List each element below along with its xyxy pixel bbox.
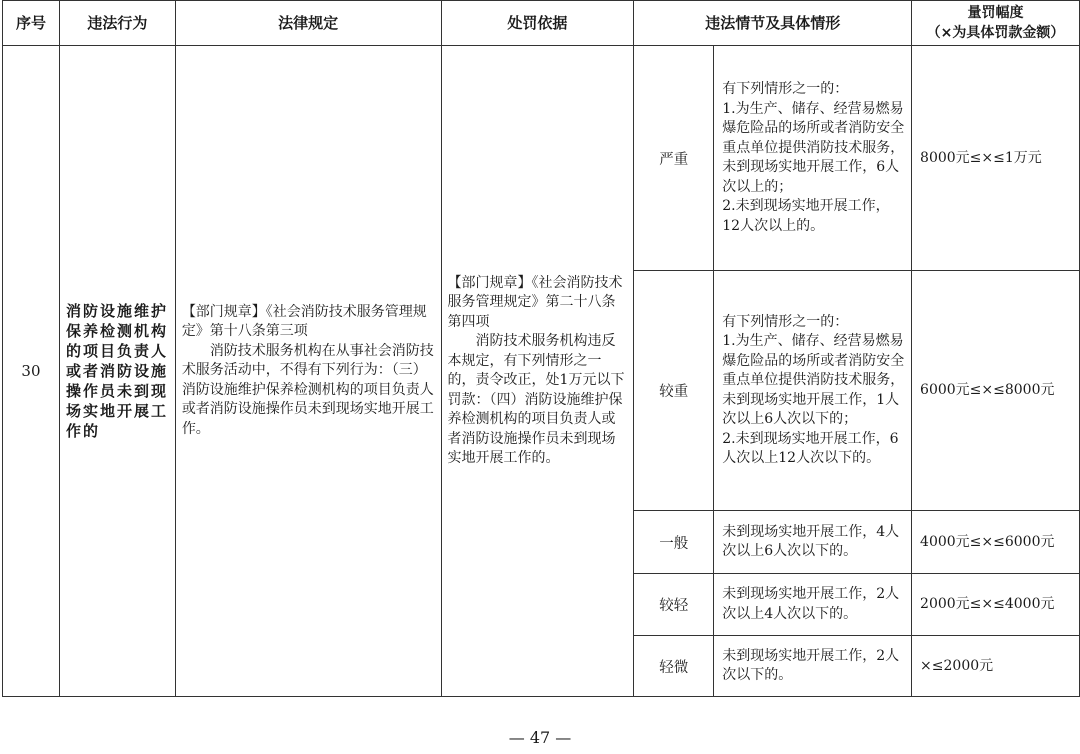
header-penalty-basis: 处罚依据: [441, 1, 634, 46]
level-name: 较重: [634, 271, 714, 511]
fine-amount: ×≤2000元: [912, 636, 1080, 697]
condition-line: 有下列情形之一的：: [722, 81, 849, 97]
condition-line: 有下列情形之一的：: [722, 313, 849, 330]
page-number: — 47 —: [508, 728, 572, 747]
header-law: 法律规定: [175, 1, 441, 46]
condition-line: 2.未到现场实地开展工作，12人次以上的。: [722, 198, 890, 234]
condition-line: 1.为生产、储存、经营易燃易爆危险品的场所或者消防安全重点单位提供消防技术服务，未到现场实地开展工作，1人次以上6人次以下的；: [722, 333, 905, 427]
row-seq: 30: [3, 46, 60, 697]
level-name: 轻微: [634, 636, 714, 697]
level-conditions: [714, 636, 912, 697]
fine-amount: 6000元≤×≤8000元: [912, 271, 1080, 511]
header-circumstances: 违法情节及具体情形: [634, 1, 912, 46]
law-body: 消防技术服务机构在从事社会消防技术服务活动中，不得有下列行为：（三）消防设施维护保养检测机构的项目负责人或者消防设施操作员未到现场实地开展工作。: [181, 342, 434, 437]
header-row: [3, 1, 1080, 46]
header-range-note: （×为具体罚款金额）: [926, 25, 1065, 41]
fine-amount: 4000元≤×≤6000元: [912, 511, 1080, 574]
condition-line: 未到现场实地开展工作，4人次以上6人次以下的。: [722, 523, 900, 559]
level-name: 较轻: [634, 574, 714, 636]
level-conditions: [714, 46, 912, 271]
level-name: 一般: [634, 511, 714, 574]
header-range-title: 量罚幅度: [967, 5, 1024, 21]
level-conditions: [714, 574, 912, 636]
condition-line: 未到现场实地开展工作，2人次以上4人次以下的。: [722, 586, 900, 622]
fine-amount: 8000元≤×≤1万元: [912, 46, 1080, 271]
penalty-basis: [441, 46, 634, 697]
header-seq: 序号: [3, 1, 60, 46]
level-conditions: [714, 271, 912, 511]
header-range: [912, 1, 1080, 46]
header-act: 违法行为: [59, 1, 175, 46]
level-name: 严重: [634, 46, 714, 271]
law-provision: [175, 46, 441, 697]
violation-act: 消防设施维护保养检测机构的项目负责人或者消防设施操作员未到现场实地开展工作的: [59, 46, 175, 697]
level-conditions: [714, 511, 912, 574]
penalty-table: [2, 0, 1080, 697]
law-title: 【部门规章】《社会消防技术服务管理规定》第十八条第三项: [181, 303, 427, 340]
penalty-body: 消防技术服务机构违反本规定，有下列情形之一的，责令改正，处1万元以下罚款：（四）消防设施维护保养检测机构的项目负责人或者消防设施操作员未到现场实地开展工作的。: [447, 333, 625, 466]
condition-line: 未到现场实地开展工作，2人次以下的。: [722, 647, 900, 683]
fine-amount: 2000元≤×≤4000元: [912, 574, 1080, 636]
condition-line: 1.为生产、储存、经营易燃易爆危险品的场所或者消防安全重点单位提供消防技术服务，未到现场实地开展工作，6人次以上的；: [722, 100, 905, 195]
table-row: [3, 46, 1080, 271]
condition-line: 2.未到现场实地开展工作，6人次以上12人次以下的。: [722, 430, 899, 466]
penalty-title: 【部门规章】《社会消防技术服务管理规定》第二十八条第四项: [447, 274, 623, 330]
